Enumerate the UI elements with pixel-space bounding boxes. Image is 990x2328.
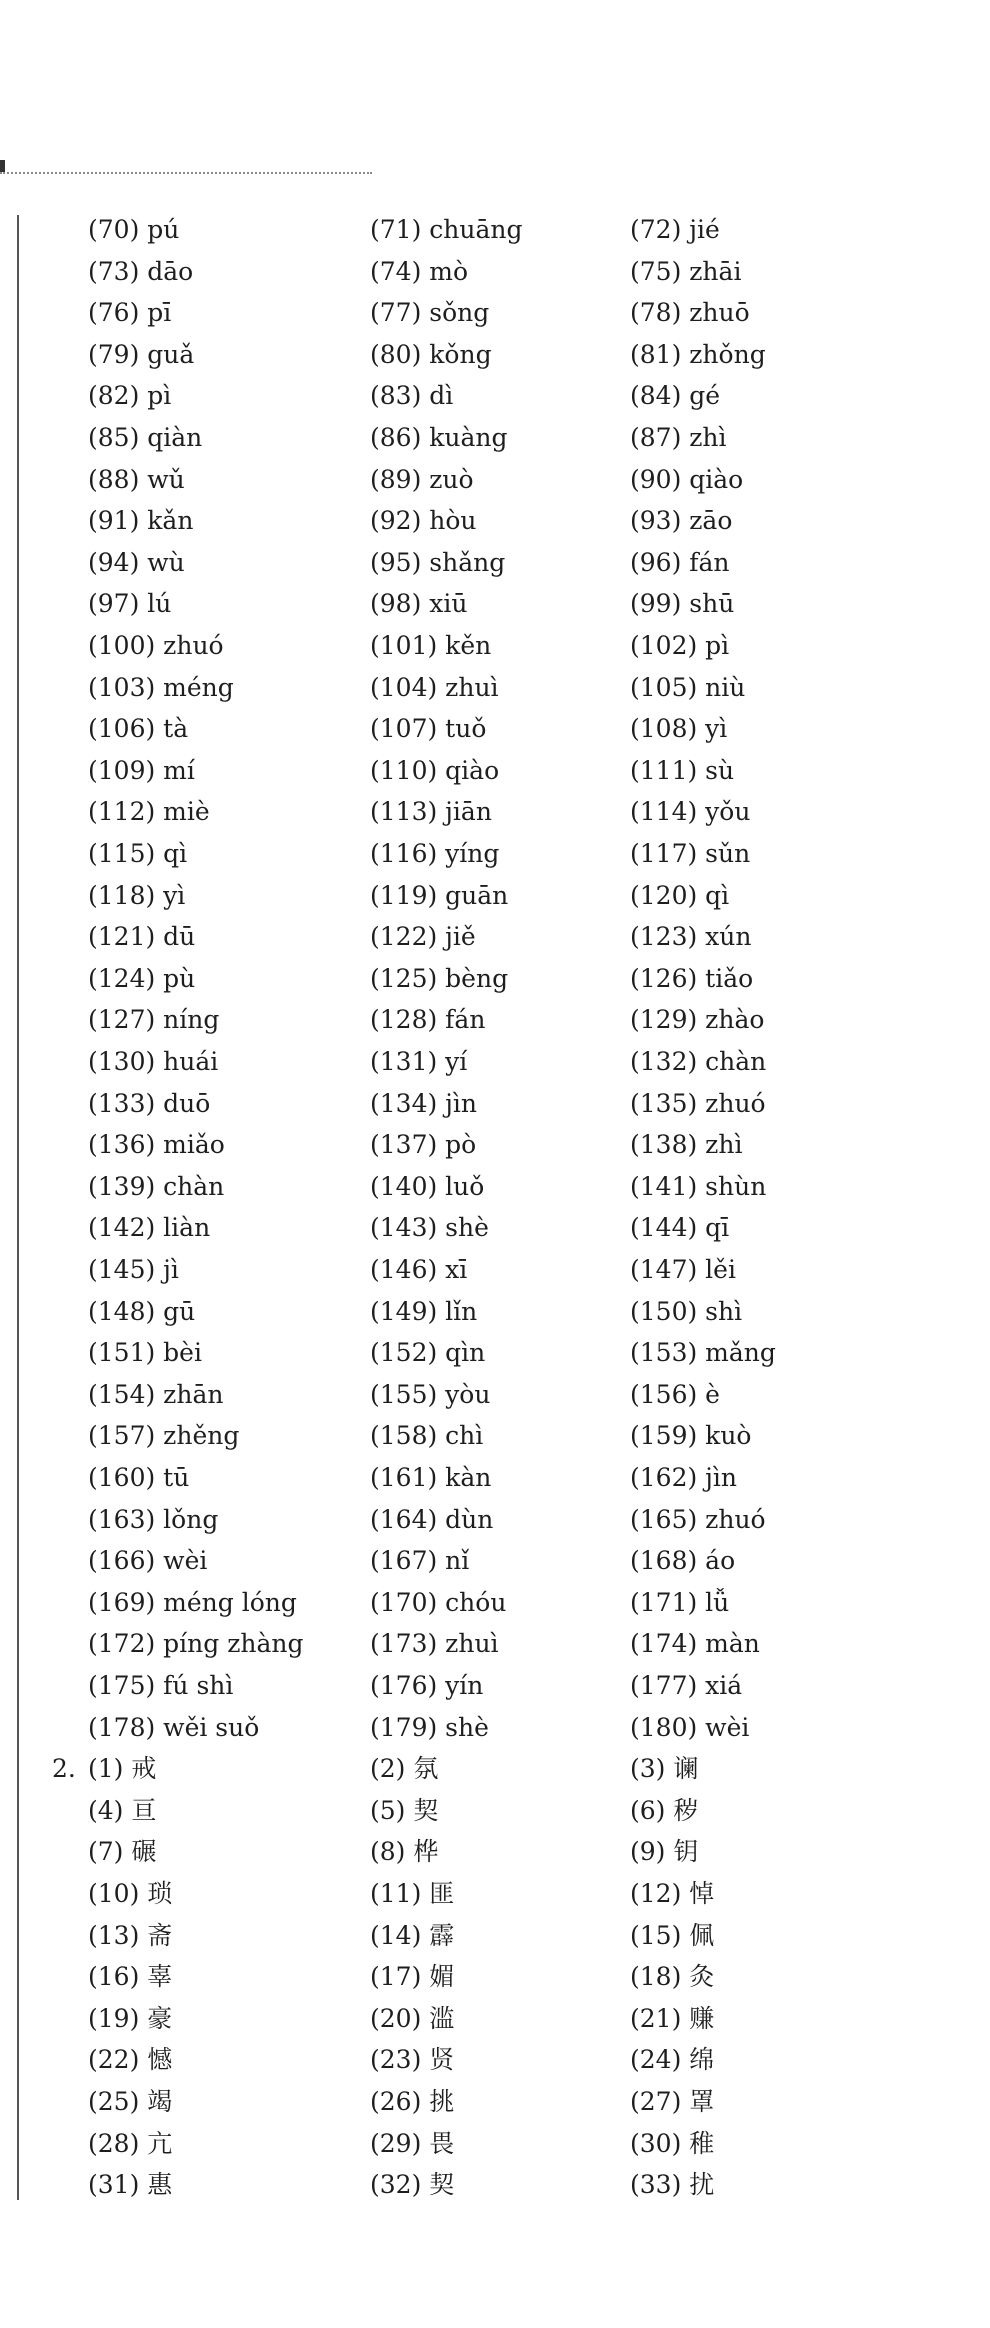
answer-item: (100) zhuó [88,631,224,660]
answer-row [0,1873,990,1915]
answer-row [0,958,990,1000]
answer-item: (82) pì [88,381,172,411]
answer-item: (102) pì [630,631,730,660]
answer-item: (5) 契 [370,1795,439,1825]
answer-item: (13) 斋 [88,1920,173,1950]
answer-item: (73) dāo [88,256,194,286]
answer-row [0,1041,990,1083]
answer-item: (88) wǔ [88,464,185,494]
answer-item: (19) 豪 [88,2003,173,2033]
section-number: 2. [52,1754,76,1784]
answer-item: (137) pò [370,1130,477,1160]
answer-row [0,999,990,1041]
answer-item: (154) zhān [88,1379,224,1409]
answer-item: (132) chàn [630,1047,767,1076]
answer-item: (124) pù [88,963,196,993]
answer-item: (76) pī [88,298,172,328]
answer-item: (130) huái [88,1047,219,1076]
answer-item: (180) wèi [630,1712,750,1742]
answer-item: (155) yòu [370,1379,491,1409]
answer-item: (177) xiá [630,1671,743,1700]
answer-item: (140) luǒ [370,1171,485,1201]
answer-row [0,1998,990,2040]
answer-item: (29) 畏 [370,2128,455,2158]
answer-row [0,708,990,750]
answer-item: (14) 霹 [370,1920,455,1950]
answer-item: (141) shùn [630,1171,767,1201]
answer-item: (105) niù [630,672,746,702]
answer-item: (150) shì [630,1296,743,1326]
answer-item: (98) xiū [370,589,468,619]
answer-item: (125) bèng [370,963,509,993]
answer-item: (78) zhuō [630,298,750,328]
answer-item: (101) kěn [370,631,492,660]
answer-row [0,2164,990,2206]
answer-item: (93) zāo [630,506,733,536]
answer-item: (92) hòu [370,506,477,536]
answer-item: (143) shè [370,1213,489,1243]
answer-item: (172) píng zhàng [88,1629,304,1659]
answer-item: (113) jiān [370,797,492,827]
answer-item: (80) kǒng [370,339,492,369]
answer-item: (6) 秽 [630,1795,699,1825]
answer-item: (174) màn [630,1629,760,1659]
answer-item: (169) méng lóng [88,1587,297,1617]
answer-item: (138) zhì [630,1130,743,1160]
answer-item: (106) tà [88,714,189,744]
answer-item: (142) liàn [88,1213,211,1243]
answer-item: (27) 罩 [630,2087,715,2116]
answer-item: (23) 贤 [370,2045,455,2075]
answer-item: (79) guǎ [88,339,195,369]
answer-row [0,2081,990,2123]
answer-item: (135) zhuó [630,1088,766,1118]
answer-row [0,875,990,917]
answer-row [0,916,990,958]
answer-item: (104) zhuì [370,672,499,702]
answer-item: (127) níng [88,1005,220,1035]
answer-item: (139) chàn [88,1171,225,1201]
answer-item: (83) dì [370,381,454,411]
answer-row [0,1332,990,1374]
answer-item: (178) wěi suǒ [88,1712,260,1742]
answer-row [0,2123,990,2165]
answer-item: (84) gé [630,381,721,411]
answer-row [0,583,990,625]
answer-item: (1) 戒 [88,1754,157,1784]
answer-row [0,251,990,293]
answer-item: (21) 赚 [630,2003,715,2033]
answer-row [0,334,990,376]
answer-item: (158) chì [370,1421,484,1451]
answer-item: (30) 稚 [630,2128,715,2158]
answer-item: (31) 惠 [88,2170,173,2200]
answer-item: (8) 桦 [370,1837,439,1867]
answer-item: (171) lǚ [630,1587,730,1617]
answer-item: (144) qī [630,1213,730,1243]
answer-row [0,459,990,501]
answer-item: (20) 滥 [370,2003,455,2033]
answer-item: (85) qiàn [88,423,203,452]
answer-item: (161) kàn [370,1463,492,1492]
answer-item: (91) kǎn [88,506,194,536]
answer-item: (114) yǒu [630,797,751,827]
answer-item: (109) mí [88,755,195,785]
answer-item: (75) zhāi [630,256,742,286]
answer-item: (175) fú shì [88,1671,234,1700]
answer-item: (15) 佩 [630,1920,715,1950]
answer-item: (32) 契 [370,2170,455,2200]
answer-item: (165) zhuó [630,1504,766,1534]
answer-row [0,1623,990,1665]
answer-item: (122) jiě [370,922,476,952]
answer-row [0,1166,990,1208]
answer-item: (149) lǐn [370,1296,478,1326]
answer-item: (164) dùn [370,1504,494,1534]
answer-row [0,1374,990,1416]
answer-item: (33) 扰 [630,2170,715,2200]
answer-row [0,1582,990,1624]
answer-item: (94) wù [88,547,185,577]
answer-item: (159) kuò [630,1421,752,1451]
answer-item: (153) mǎng [630,1338,776,1368]
answer-item: (26) 挑 [370,2087,455,2116]
answer-item: (28) 亢 [88,2128,173,2158]
answer-item: (128) fán [370,1005,486,1035]
answer-item: (156) è [630,1379,720,1409]
answer-item: (152) qìn [370,1338,486,1368]
answer-item: (160) tū [88,1463,190,1492]
answer-item: (81) zhǒng [630,339,766,369]
answer-item: (24) 绵 [630,2045,715,2075]
answer-item: (166) wèi [88,1546,208,1576]
answer-item: (147) lěi [630,1255,736,1284]
answer-item: (18) 灸 [630,1962,715,1992]
answer-item: (112) miè [88,797,210,827]
answer-item: (146) xī [370,1255,468,1284]
answer-item: (70) pú [88,215,180,244]
answer-row [0,1540,990,1582]
answer-item: (118) yì [88,880,186,910]
answer-item: (107) tuǒ [370,714,487,744]
answer-row [0,2039,990,2081]
answer-item: (2) 氛 [370,1754,439,1784]
answer-row [0,1831,990,1873]
answer-row [0,375,990,417]
answer-item: (4) 亘 [88,1795,157,1825]
answer-item: (168) áo [630,1546,736,1576]
answer-item: (7) 碾 [88,1837,157,1867]
answer-item: (145) jì [88,1255,179,1284]
answer-item: (134) jìn [370,1088,478,1118]
answer-item: (10) 琐 [88,1879,173,1908]
answer-item: (103) méng [88,672,234,702]
answer-item: (86) kuàng [370,423,508,452]
answer-row [0,542,990,584]
answer-item: (126) tiǎo [630,963,754,993]
answer-row [0,791,990,833]
answer-item: (110) qiào [370,755,500,785]
answer-row [0,1915,990,1957]
answer-item: (121) dū [88,922,196,952]
answer-item: (119) guān [370,880,509,910]
answer-item: (131) yí [370,1047,468,1076]
answer-item: (115) qì [88,839,188,868]
answer-item: (72) jié [630,215,720,244]
answer-row [0,1457,990,1499]
page-edge-mark [0,160,5,172]
answer-item: (151) bèi [88,1338,202,1368]
answer-item: (96) fán [630,547,730,577]
answer-row [0,1790,990,1832]
answer-row [0,1249,990,1291]
answer-row [0,1499,990,1541]
answer-row [0,1707,990,1749]
header-dotted-rule [0,172,372,174]
answer-row [0,833,990,875]
answer-item: (22) 憾 [88,2045,173,2075]
answer-item: (111) sù [630,755,735,785]
answer-item: (179) shè [370,1712,489,1742]
answer-item: (90) qiào [630,464,744,494]
answer-item: (116) yíng [370,839,500,868]
answer-item: (136) miǎo [88,1130,225,1160]
answer-row [0,1665,990,1707]
answer-row [0,1415,990,1457]
answer-row [0,1748,990,1790]
answer-item: (95) shǎng [370,547,506,577]
answer-item: (108) yì [630,714,728,744]
answer-item: (71) chuāng [370,215,523,244]
answer-item: (176) yín [370,1671,484,1700]
answer-item: (129) zhào [630,1005,765,1035]
answer-item: (87) zhì [630,423,727,452]
answer-item: (120) qì [630,880,730,910]
answer-row [0,417,990,459]
answer-item: (162) jìn [630,1463,738,1492]
answer-item: (173) zhuì [370,1629,499,1659]
answer-item: (99) shū [630,589,735,619]
answer-item: (170) chóu [370,1587,507,1617]
answer-row [0,1207,990,1249]
answer-item: (163) lǒng [88,1504,219,1534]
answer-item: (25) 竭 [88,2087,173,2116]
answer-item: (157) zhěng [88,1421,240,1451]
answer-item: (133) duō [88,1088,211,1118]
answer-item: (123) xún [630,922,752,952]
answer-item: (9) 钥 [630,1837,699,1867]
answer-item: (167) nǐ [370,1546,470,1576]
answer-item: (17) 媚 [370,1962,455,1992]
answer-item: (89) zuò [370,464,474,494]
answer-row [0,1124,990,1166]
answer-row [0,1956,990,1998]
answer-item: (97) lú [88,589,172,619]
answer-row [0,500,990,542]
answer-item: (74) mò [370,256,469,286]
answer-item: (3) 谰 [630,1754,699,1784]
answer-item: (148) gū [88,1296,196,1326]
answer-row [0,1291,990,1333]
answer-item: (11) 匪 [370,1879,455,1908]
answer-row [0,292,990,334]
answer-row [0,667,990,709]
answer-row [0,750,990,792]
answer-row [0,1083,990,1125]
answer-item: (16) 辜 [88,1962,173,1992]
answer-row [0,625,990,667]
answer-row [0,209,990,251]
answer-item: (77) sǒng [370,298,490,328]
answer-item: (12) 悼 [630,1879,715,1908]
answer-item: (117) sǔn [630,839,751,868]
